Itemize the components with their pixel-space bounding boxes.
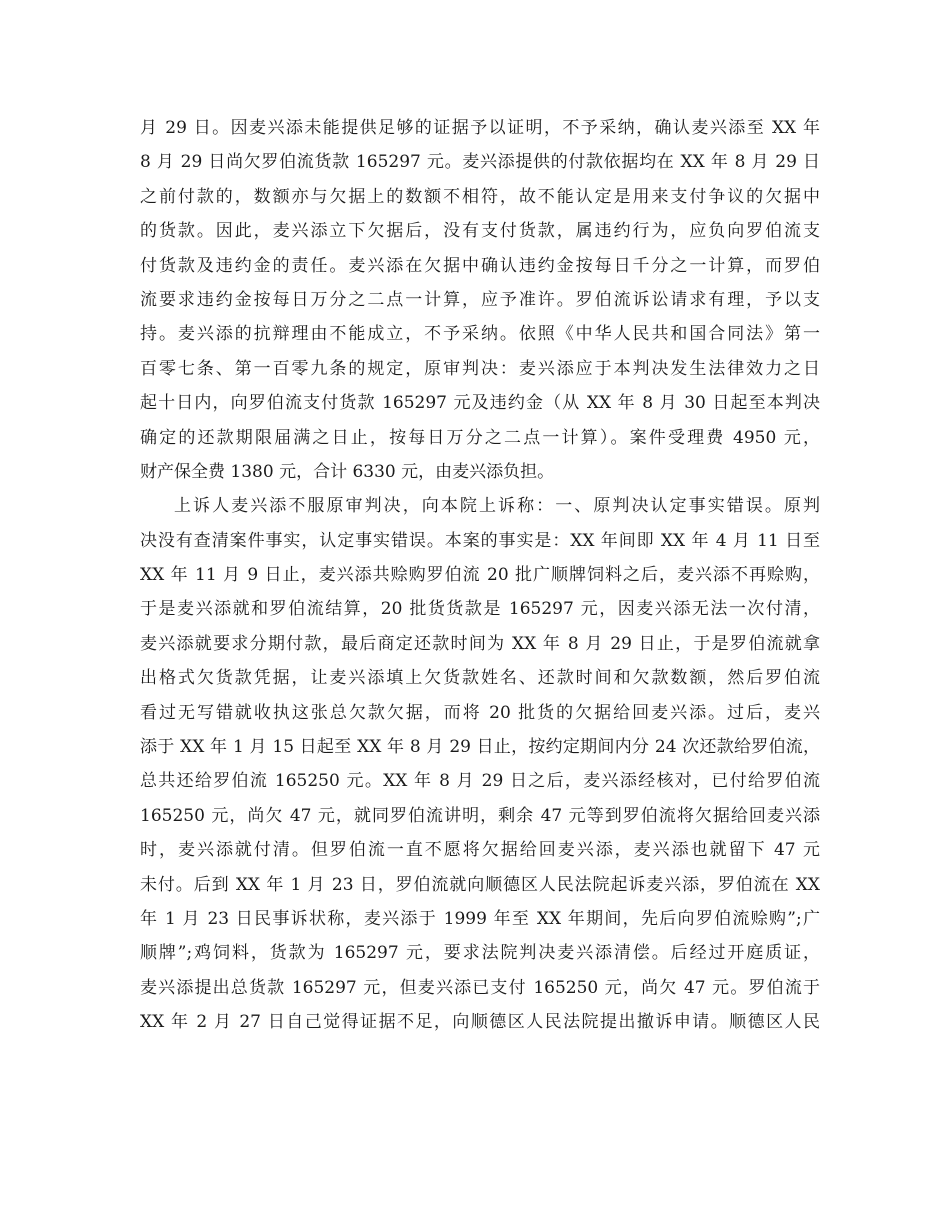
text-line: 总共还给罗伯流 165250 元。XX 年 8 月 29 日之后，麦兴添经核对，已付给罗伯流 (140, 771, 820, 792)
text-line: 百零七条、第一百零九条的规定，原审判决：麦兴添应于本判决发生法律效力之日 (140, 358, 820, 379)
paragraph-appeal (140, 489, 820, 1039)
text-line: 起十日内，向罗伯流支付货款 165297 元及违约金（从 XX 年 8 月 30 日起至本判决 (140, 393, 820, 414)
text-line: 于是麦兴添就和罗伯流结算，20 批货货款是 165297 元，因麦兴添无法一次付清， (140, 599, 820, 620)
text-line: 顺牌”;鸡饲料，货款为 165297 元，要求法院判决麦兴添清偿。后经过开庭质证， (140, 943, 820, 964)
text-line: 未付。后到 XX 年 1 月 23 日，罗伯流就向顺德区人民法院起诉麦兴添，罗伯流在 XX (140, 874, 820, 895)
text-line: 流要求违约金按每日万分之二点一计算，应予准许。罗伯流诉讼请求有理，予以支 (140, 289, 820, 310)
text-line: XX 年 2 月 27 日自己觉得证据不足，向顺德区人民法院提出撤诉申请。顺德区人民 (140, 1012, 820, 1033)
text-line: 年 1 月 23 日民事诉状称，麦兴添于 1999 年至 XX 年期间，先后向罗伯流赊购”;广 (140, 908, 820, 929)
text-line: 决没有查清案件事实，认定事实错误。本案的事实是：XX 年间即 XX 年 4 月 11 日至 (140, 530, 820, 551)
text-line: XX 年 11 月 9 日止，麦兴添共赊购罗伯流 20 批广顺牌饲料之后，麦兴添不再赊购， (140, 565, 820, 586)
text-line: 麦兴添就要求分期付款，最后商定还款时间为 XX 年 8 月 29 日止，于是罗伯流就拿 (140, 633, 820, 654)
text-line: 8 月 29 日尚欠罗伯流货款 165297 元。麦兴添提供的付款依据均在 XX 年 8 月 29 日 (140, 152, 820, 173)
text-line: 麦兴添提出总货款 165297 元，但麦兴添已支付 165250 元，尚欠 47 元。罗伯流于 (140, 977, 820, 998)
text-line: 添于 XX 年 1 月 15 日起至 XX 年 8 月 29 日止，按约定期间内分 24 次还款给罗伯流， (140, 737, 820, 758)
text-line: 之前付款的，数额亦与欠据上的数额不相符，故不能认定是用来支付争议的欠据中 (140, 186, 820, 207)
paragraph-judgment (140, 111, 820, 489)
text-line: 165250 元，尚欠 47 元，就同罗伯流讲明，剩余 47 元等到罗伯流将欠据给回麦兴添 (140, 805, 820, 826)
text-line: 看过无写错就收执这张总欠款欠据，而将 20 批货的欠据给回麦兴添。过后，麦兴 (140, 702, 820, 723)
text-line: 的货款。因此，麦兴添立下欠据后，没有支付货款，属违约行为，应负向罗伯流支 (140, 221, 820, 242)
text-line: 持。麦兴添的抗辩理由不能成立，不予采纳。依照《中华人民共和国合同法》第一 (140, 324, 820, 345)
text-line: 付货款及违约金的责任。麦兴添在欠据中确认违约金按每日千分之一计算，而罗伯 (140, 255, 820, 276)
text-line: 确定的还款期限届满之日止，按每日万分之二点一计算）。案件受理费 4950 元， (140, 427, 820, 448)
document-body (140, 111, 820, 1040)
text-line: 月 29 日。因麦兴添未能提供足够的证据予以证明，不予采纳，确认麦兴添至 XX 年 (140, 118, 820, 138)
text-line: 财产保全费 1380 元，合计 6330 元，由麦兴添负担。 (140, 461, 555, 482)
text-line: 出格式欠货款凭据，让麦兴添填上欠货款姓名、还款时间和欠款数额，然后罗伯流 (140, 668, 820, 689)
text-line: 时，麦兴添就付清。但罗伯流一直不愿将欠据给回麦兴添，麦兴添也就留下 47 元 (140, 840, 820, 861)
text-line: 上诉人麦兴添不服原审判决，向本院上诉称：一、原判决认定事实错误。原判 (174, 496, 820, 517)
